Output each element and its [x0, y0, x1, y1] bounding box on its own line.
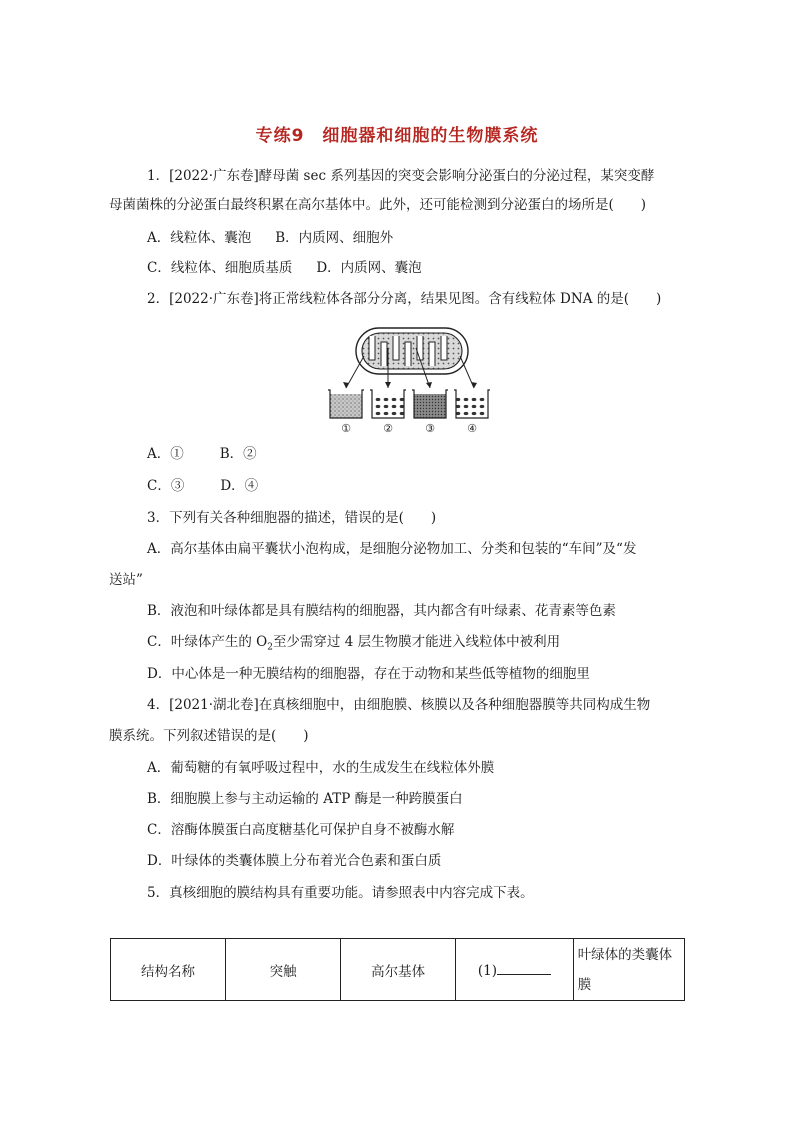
q1-option-d: D．内质网、囊泡: [316, 260, 422, 276]
q1-option-b: B．内质网、细胞外: [275, 230, 394, 246]
tube-label-2: ②: [383, 422, 393, 435]
q3-option-c-subscript: 2: [267, 642, 273, 653]
q2-option-c: C．③: [147, 478, 185, 494]
q2-stem: 2．[2022·广东卷]将正常线粒体各部分分离，结果见图。含有线粒体 DNA 的是( ): [147, 291, 662, 307]
q4-stem-line2: 膜系统。下列叙述错误的是( ): [109, 728, 309, 744]
answer-blank[interactable]: [497, 961, 551, 975]
q2-option-a: A．①: [147, 446, 184, 462]
q3-option-d: D．中心体是一种无膜结构的细胞器，存在于动物和某些低等植物的细胞里: [147, 666, 590, 682]
q1-stem-line1: 1．[2022·广东卷]酵母菌 sec 系列基因的突变会影响分泌蛋白的分泌过程，某突变酵: [147, 168, 655, 184]
table-cell-thylakoid: [573, 939, 684, 1001]
thylakoid-text-line2: 膜: [577, 976, 592, 993]
q1-stem-line2: 母菌菌株的分泌蛋白最终积累在高尔基体中。此外，还可能检测到分泌蛋白的场所是( ): [109, 197, 647, 213]
q5-stem: 5．真核细胞的膜结构具有重要功能。请参照表中内容完成下表。: [147, 885, 534, 901]
q3-option-c: [147, 632, 560, 658]
table-cell-blank-1: [456, 939, 574, 1001]
q4-option-d: D．叶绿体的类囊体膜上分布着光合色素和蛋白质: [147, 853, 442, 869]
q4-option-a: A．葡萄糖的有氧呼吸过程中，水的生成发生在线粒体外膜: [147, 760, 495, 776]
table-cell-structure-name: 结构名称: [111, 939, 226, 1001]
q3-option-c-text: C．叶绿体产生的 O: [147, 634, 268, 650]
q4-stem-line1: 4．[2021·湖北卷]在真核细胞中，由细胞膜、核膜以及各种细胞器膜等共同构成生物: [147, 697, 651, 713]
tube-label-4: ④: [467, 422, 477, 435]
tube-label-3: ③: [425, 422, 435, 435]
table-cell-golgi: 高尔基体: [341, 939, 456, 1001]
q4-option-c: C．溶酶体膜蛋白高度糖基化可保护自身不被酶水解: [147, 822, 455, 838]
q2-option-d: D．④: [220, 478, 259, 494]
q3-option-c-text-rest: 至少需穿过 4 层生物膜才能进入线粒体中被利用: [272, 634, 561, 650]
q1-option-c: C．线粒体、细胞质基质: [147, 260, 293, 276]
table-cell-synapse: 突触: [226, 939, 341, 1001]
q3-option-b: B．液泡和叶绿体都是具有膜结构的细胞器，其内都含有叶绿素、花青素等色素: [147, 603, 616, 619]
membrane-structure-table: [110, 938, 685, 1001]
blank-number: (1): [477, 962, 497, 979]
q2-options-ab: [147, 444, 257, 464]
q3-option-a-line2: 送站”: [109, 572, 143, 588]
tube-2: [370, 390, 406, 418]
q3-option-a-line1: A．高尔基体由扁平囊状小泡构成，是细胞分泌物加工、分类和包装的“车间”及“发: [147, 541, 637, 557]
thylakoid-text-line1: 叶绿体的类囊体: [577, 946, 673, 963]
tube-4: [454, 390, 490, 418]
mitochondrion-drawing: [356, 328, 468, 374]
tube-label-1: ①: [341, 422, 351, 435]
q1-options-cd: [147, 258, 422, 278]
q3-stem: 3．下列有关各种细胞器的描述，错误的是( ): [147, 510, 437, 526]
q1-options-ab: [147, 228, 393, 248]
q1-option-a: A．线粒体、囊泡: [147, 230, 252, 246]
table-row: [111, 939, 685, 1001]
q4-option-b: B．细胞膜上参与主动运输的 ATP 酶是一种跨膜蛋白: [147, 791, 463, 807]
tube-1: [328, 390, 364, 418]
mitochondria-fractionation-figure: [326, 326, 496, 436]
page-title: 专练9 细胞器和细胞的生物膜系统: [255, 126, 539, 146]
tube-3: [412, 390, 448, 418]
q2-options-cd: [147, 476, 258, 496]
q2-option-b: B．②: [219, 446, 257, 462]
